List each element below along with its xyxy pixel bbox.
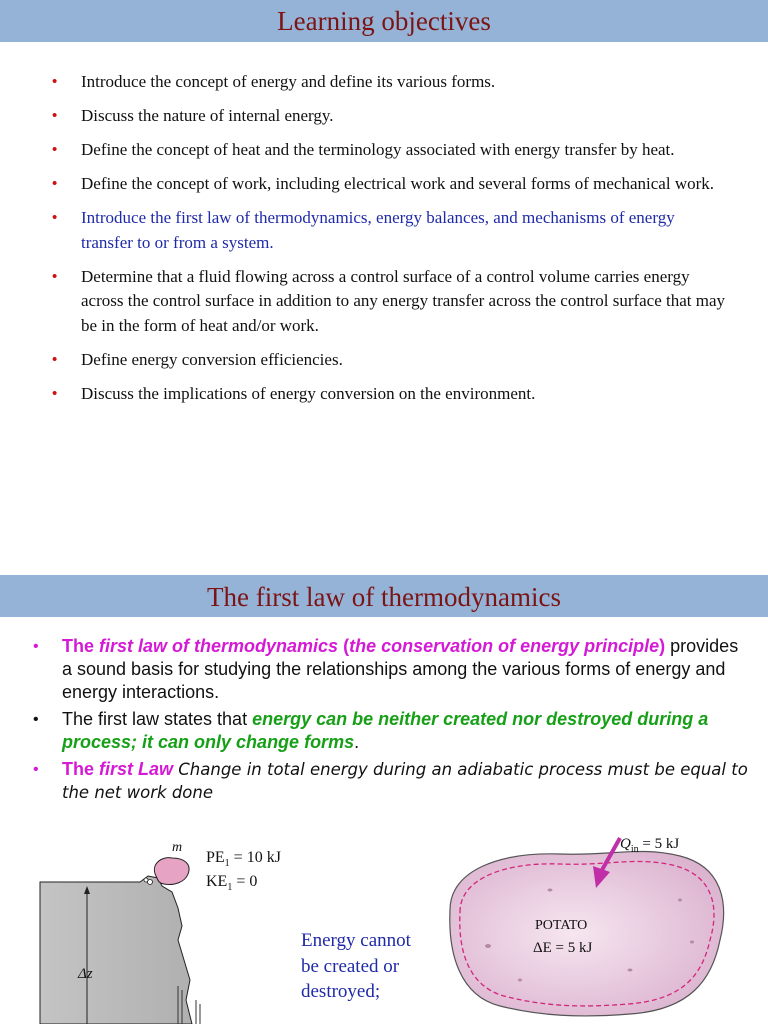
- list-item: [0, 70, 768, 95]
- text-run: Q: [620, 836, 631, 852]
- objective-text: Define the concept of work, including electrical work and several forms of mechanical work.: [81, 174, 715, 193]
- text-run: first law of thermodynamics: [99, 636, 339, 656]
- list-item: [0, 382, 768, 407]
- list-item: [0, 172, 768, 197]
- list-item: [0, 265, 768, 339]
- text-run: (: [338, 636, 350, 656]
- slide-title: The first law of thermodynamics: [0, 575, 768, 617]
- bullet-icon: •: [52, 107, 58, 124]
- text-run: in: [630, 844, 639, 855]
- objective-text: Define the concept of heat and the terminology associated with energy transfer by heat.: [81, 140, 675, 159]
- potato-figure: [430, 830, 750, 1024]
- text-run: KE: [206, 873, 228, 890]
- text-run: The first law states that: [62, 709, 253, 729]
- objective-text: Discuss the implications of energy conversion on the environment.: [81, 383, 536, 403]
- bullet-icon: •: [33, 638, 39, 655]
- list-item: [0, 758, 768, 804]
- bullet-icon: •: [52, 73, 58, 90]
- dz-label: Δz: [78, 966, 93, 982]
- energy-caption: Energy cannot be created or destroyed;: [301, 930, 411, 1002]
- list-item: [0, 635, 768, 704]
- objective-text: Determine that a fluid flowing across a control surface of a control volume carries energy across the control surface in addition to any energy transfer across the control surface that may be in the form of heat and/or work.: [81, 266, 726, 335]
- objective-text: Define energy conversion efficiencies.: [81, 349, 343, 369]
- bullet-icon: •: [33, 761, 39, 778]
- text-run: Change in total energy during an adiabatic process must be equal to the net work done: [62, 760, 748, 802]
- text-run: provides a sound basis for studying the relationships among the various forms of energy and energy interactions.: [62, 636, 739, 702]
- ke-label: [206, 873, 257, 893]
- text-run: = 10 kJ: [229, 849, 281, 866]
- potato-label: POTATO: [535, 918, 588, 933]
- bullet-icon: •: [52, 384, 58, 402]
- text-run: = 5 kJ: [638, 836, 680, 852]
- text-run: 1: [224, 858, 230, 870]
- first-law-bullets: [0, 635, 768, 808]
- objective-text: Discuss the nature of internal energy.: [81, 106, 334, 125]
- bullet-icon: •: [52, 175, 58, 192]
- heat-in-label: [620, 836, 679, 855]
- objective-text: Introduce the first law of thermodynamics, energy balances, and mechanisms of energy transfer to or from a system.: [81, 208, 675, 252]
- text-run: energy can be neither created nor destroyed during a process; it can only change forms: [62, 709, 709, 752]
- text-run: the conservation of energy principle: [349, 636, 660, 656]
- text-run: The: [62, 759, 100, 779]
- bullet-icon: •: [52, 141, 58, 158]
- mass-blob: [154, 858, 189, 885]
- list-item: [0, 348, 768, 373]
- text-run: first Law: [99, 759, 174, 779]
- slide-title: Learning objectives: [0, 0, 768, 42]
- pe-label: [206, 849, 281, 869]
- text-run: PE: [206, 849, 225, 866]
- text-run: ): [659, 636, 666, 656]
- mass-label: m: [172, 840, 183, 855]
- text-run: The: [62, 636, 100, 656]
- list-item: [0, 708, 768, 754]
- list-item: [0, 104, 768, 129]
- bullet-icon: •: [52, 209, 58, 226]
- bullet-icon: •: [52, 350, 58, 368]
- text-run: 1: [227, 882, 233, 894]
- objective-text: Introduce the concept of energy and define its various forms.: [81, 72, 496, 91]
- delta-e-label: ΔE = 5 kJ: [533, 940, 593, 956]
- list-item: [0, 206, 768, 255]
- text-run: .: [354, 732, 360, 752]
- text-run: = 0: [232, 873, 258, 890]
- bullet-icon: •: [52, 267, 58, 285]
- objectives-list: [0, 70, 768, 416]
- list-item: [0, 138, 768, 163]
- cliff-shape: [40, 876, 192, 1024]
- bullet-icon: •: [33, 711, 39, 728]
